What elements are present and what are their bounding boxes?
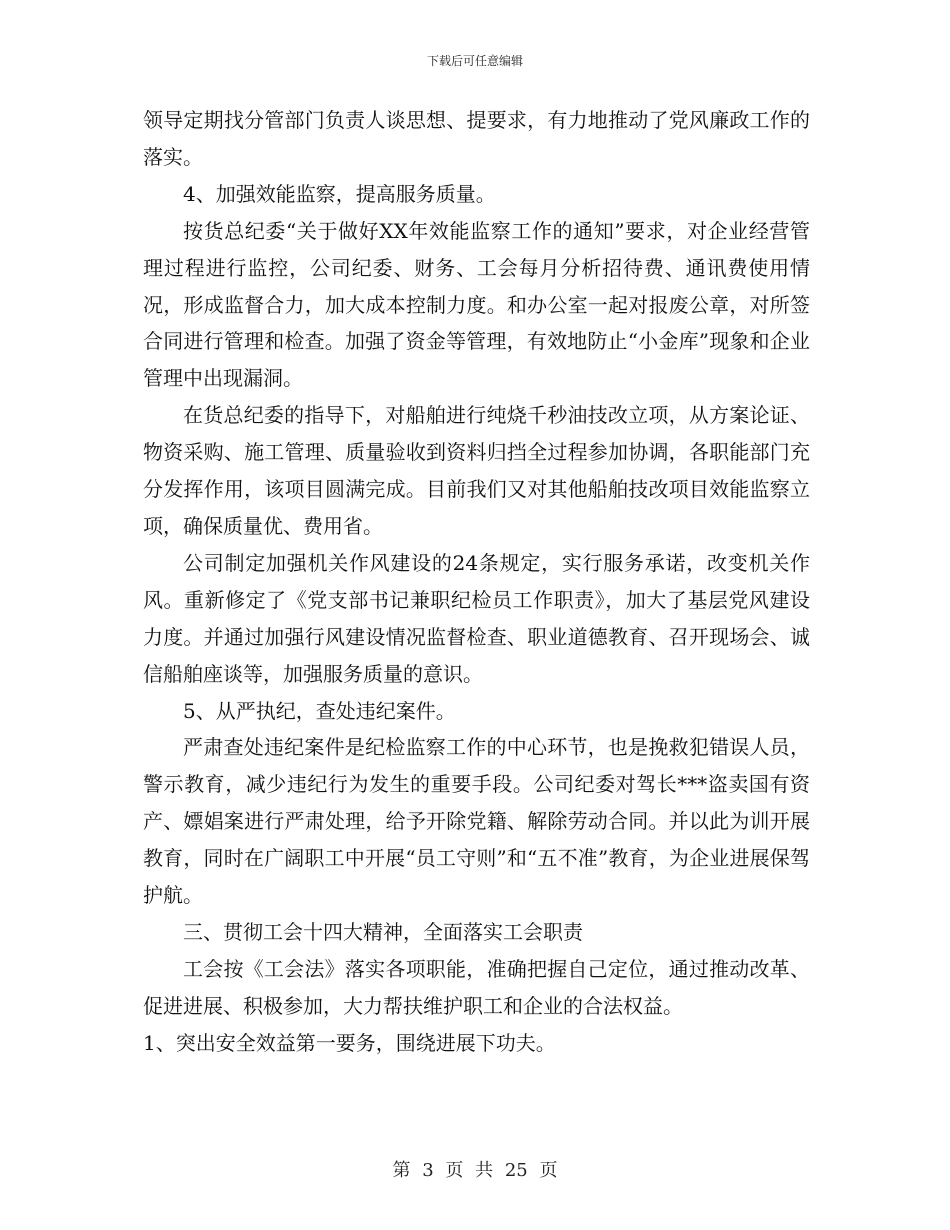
paragraph: 在货总纪委的指导下，对船舶进行纯烧千秒油技改立项，从方案论证、物资采购、施工管理、质量验收到资料归挡全过程参加协调，各职能部门充分发挥作用，该项目圆满完成。目前我们又对其他船舶技改项目效能监察立项，确保质量优、费用省。 <box>143 403 810 538</box>
page-header: 下载后可任意编辑 <box>426 54 523 68</box>
document-body <box>143 102 810 1062</box>
section-heading: 三、贯彻工会十四大精神，全面落实工会职责 <box>183 919 583 944</box>
paragraph: 公司制定加强机关作风建设的24条规定，实行服务承诺，改变机关作风。重新修定了《党支部书记兼职纪检员工作职责》，加大了基层党风建设力度。并通过加强行风建设情况监督检查、职业道德教育、召开现场会、诚信船舶座谈等，加强服务质量的意识。 <box>143 550 810 686</box>
section-heading: 5、从严执纪，查处违纪案件。 <box>183 698 456 723</box>
paragraph: 严肃查处违纪案件是纪检监察工作的中心环节，也是挽救犯错误人员，警示教育，减少违纪行为发生的重要手段。公司纪委对驾长***盗卖国有资产、嫖娼案进行严肃处理，给予开除党籍、解除劳动合同。并以此为训开展教育，同时在广阔职工中开展“员工守则”和“五不准”教育，为企业进展保驾护航。 <box>143 735 810 908</box>
section-heading: 1、突出安全效益第一要务，围绕进展下功夫。 <box>143 1030 556 1055</box>
paragraph: 工会按《工会法》落实各项职能，准确把握自己定位，通过推动改革、促进进展、积极参加，大力帮扶维护职工和企业的合法权益。 <box>143 956 810 1018</box>
page-number: 第 3 页 共 25 页 <box>392 1160 558 1181</box>
section-heading: 4、加强效能监察，提高服务质量。 <box>183 181 496 206</box>
paragraph: 领导定期找分管部门负责人谈思想、提要求，有力地推动了党风廉政工作的落实。 <box>143 108 810 169</box>
paragraph: 按货总纪委“关于做好XX年效能监察工作的通知”要求，对企业经营管理过程进行监控，公司纪委、财务、工会每月分析招待费、通讯费使用情况，形成监督合力，加大成本控制力度。和办公室一起对报废公章，对所签合同进行管理和检查。加强了资金等管理，有效地防止“小金库”现象和企业管理中出现漏洞。 <box>143 218 810 391</box>
